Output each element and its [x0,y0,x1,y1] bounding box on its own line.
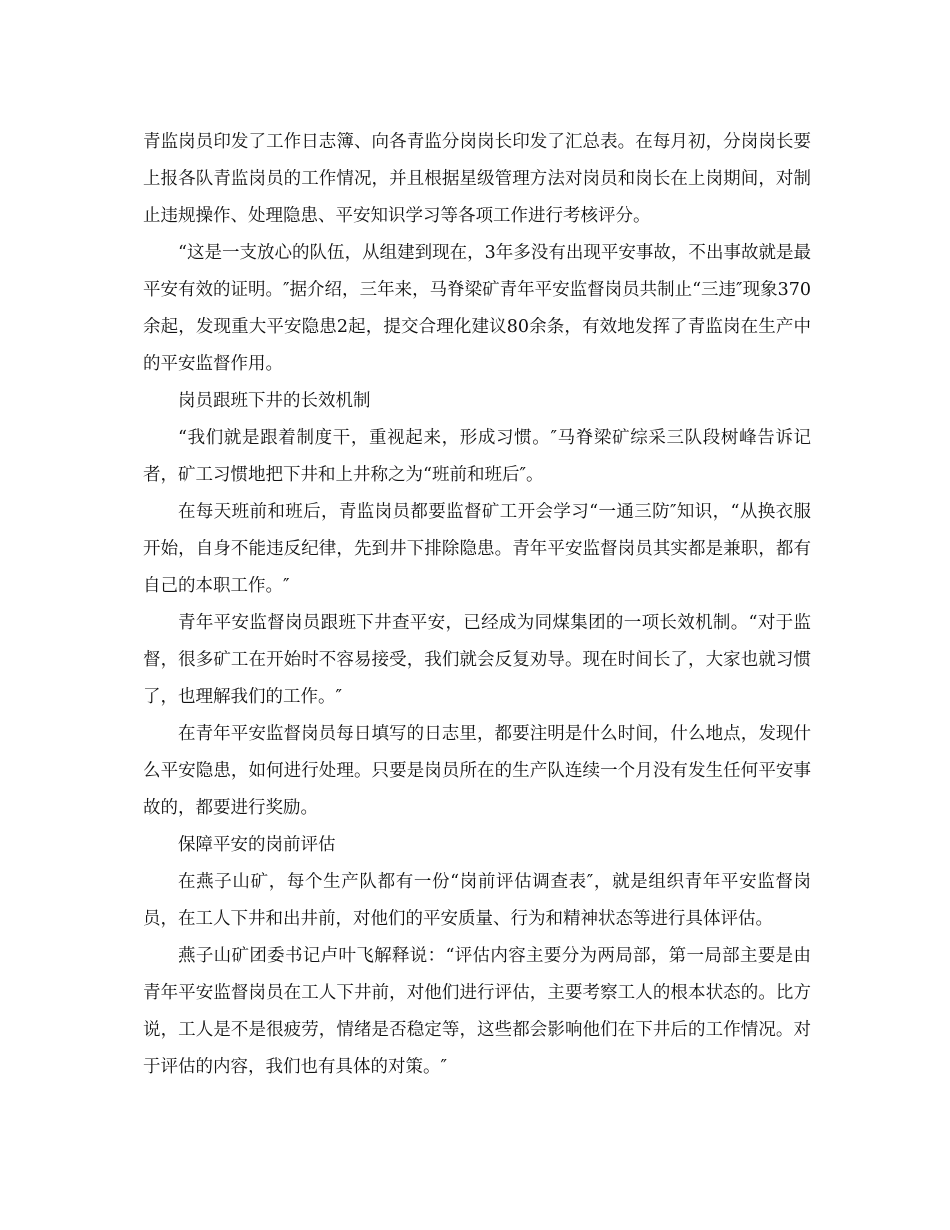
paragraph-4: 在每天班前和班后，青监岗员都要监督矿工开会学习“一通三防″知识，“从换衣服开始，自身不能违反纪律，先到井下排除隐患。青年平安监督岗员其实都是兼职，都有自己的本职工作。″ [143,502,811,596]
section-heading-2: 保障平安的岗前评估 [178,835,336,855]
paragraph-3: “我们就是跟着制度干，重视起来，形成习惯。″马脊梁矿综采三队段树峰告诉记者，矿工习惯地把下井和上井称之为“班前和班后″。 [143,428,811,485]
paragraph-8: 燕子山矿团委书记卢叶飞解释说：“评估内容主要分为两局部，第一局部主要是由青年平安监督岗员在工人下井前，对他们进行评估，主要考察工人的根本状态的。比方说，工人是不是很疲劳，情绪是否稳定等，这些都会影响他们在下井后的工作情况。对于评估的内容，我们也有具体的对策。″ [143,946,811,1077]
paragraph-5: 青年平安监督岗员跟班下井查平安，已经成为同煤集团的一项长效机制。“对于监督，很多矿工在开始时不容易接受，我们就会反复劝导。现在时间长了，大家也就习惯了，也理解我们的工作。″ [143,613,811,707]
paragraph-1: 青监岗员印发了工作日志簿、向各青监分岗岗长印发了汇总表。在每月初，分岗岗长要上报各队青监岗员的工作情况，并且根据星级管理方法对岗员和岗长在上岗期间，对制止违规操作、处理隐患、平安知识学习等各项工作进行考核评分。 [143,132,811,226]
paragraph-6: 在青年平安监督岗员每日填写的日志里，都要注明是什么时间，什么地点，发现什么平安隐患，如何进行处理。只要是岗员所在的生产队连续一个月没有发生任何平安事故的，都要进行奖励。 [143,724,811,818]
paragraph-2: “这是一支放心的队伍，从组建到现在，3年多没有出现平安事故，不出事故就是最平安有效的证明。″据介绍，三年来，马脊梁矿青年平安监督岗员共制止“三违″现象370余起，发现重大平安隐患2起，提交合理化建议80余条，有效地发挥了青监岗在生产中的平安监督作用。 [143,243,811,374]
article-body [143,124,811,1086]
paragraph-7: 在燕子山矿，每个生产队都有一份“岗前评估调查表″，就是组织青年平安监督岗员，在工人下井和出井前，对他们的平安质量、行为和精神状态等进行具体评估。 [143,872,811,929]
section-heading-1: 岗员跟班下井的长效机制 [178,391,371,411]
